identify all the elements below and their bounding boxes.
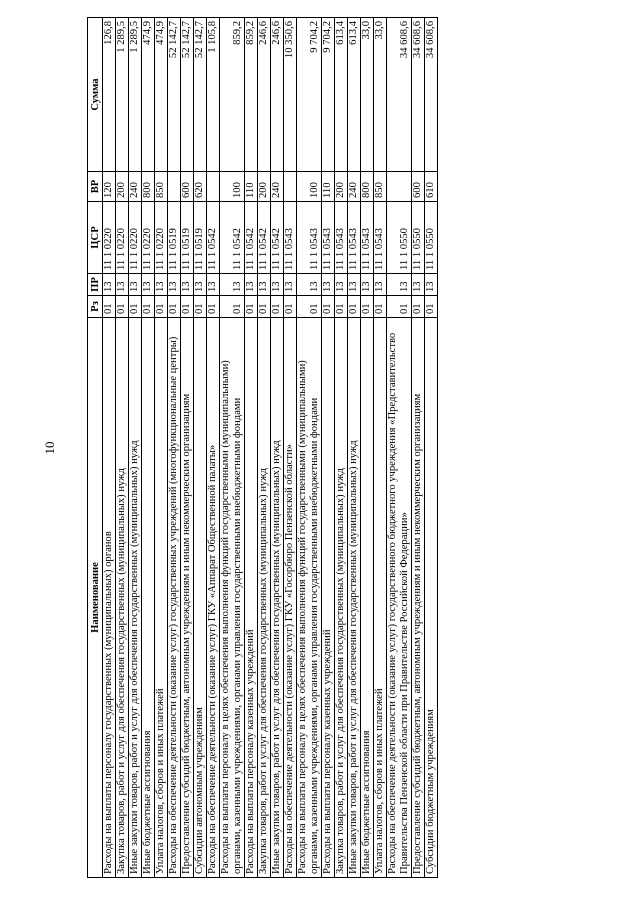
cell-name: Закупка товаров, работ и услуг для обеспечения государственных (муниципальных) нужд: [335, 318, 348, 878]
cell-sum: 859,2: [245, 18, 258, 172]
cell-vr: 600: [181, 172, 194, 202]
cell-pr: 13: [194, 274, 207, 296]
cell-rz: 01: [142, 296, 155, 318]
cell-vr: 200: [335, 172, 348, 202]
cell-sum: 9 704,2: [322, 18, 335, 172]
cell-rz: 01: [335, 296, 348, 318]
cell-csr: 11 1 0519: [181, 202, 194, 274]
cell-rz: 01: [271, 296, 284, 318]
cell-csr: 11 1 0550: [425, 202, 438, 274]
cell-vr: 850: [374, 172, 387, 202]
cell-name: Расходы на выплаты персоналу казенных учреждений: [245, 318, 258, 878]
budget-table: [87, 17, 438, 878]
cell-vr: 200: [258, 172, 271, 202]
cell-name: Иные закупки товаров, работ и услуг для обеспечения государственных (муниципальных) нужд: [271, 318, 284, 878]
table-row: [412, 18, 425, 878]
cell-vr: 120: [103, 172, 116, 202]
cell-rz: 01: [194, 296, 207, 318]
table-row: [103, 18, 116, 878]
cell-pr: 13: [142, 274, 155, 296]
cell-pr: 13: [335, 274, 348, 296]
table-row: [425, 18, 438, 878]
table-row: [181, 18, 194, 878]
cell-vr: [207, 172, 220, 202]
cell-name: Уплата налогов, сборов и иных платежей: [155, 318, 168, 878]
cell-name: Иные бюджетные ассигнования: [361, 318, 374, 878]
cell-sum: 474,9: [142, 18, 155, 172]
cell-name: Расходы на выплаты персоналу в целях обеспечения выполнения функций государственными (муниципальными) органами, казенными учреждениями, органами управления государственными внебюджетными фондами: [220, 318, 245, 878]
header-csr: ЦСР: [88, 202, 103, 274]
cell-pr: 13: [155, 274, 168, 296]
cell-pr: 13: [168, 274, 181, 296]
table-row: [220, 18, 245, 878]
cell-pr: 13: [181, 274, 194, 296]
table-row: [155, 18, 168, 878]
cell-sum: 52 142,7: [181, 18, 194, 172]
cell-pr: 13: [425, 274, 438, 296]
cell-pr: 13: [297, 274, 322, 296]
cell-pr: 13: [116, 274, 129, 296]
cell-rz: 01: [297, 296, 322, 318]
cell-sum: 10 350,6: [284, 18, 297, 172]
cell-vr: 850: [155, 172, 168, 202]
cell-vr: [284, 172, 297, 202]
cell-sum: 34 608,6: [387, 18, 412, 172]
cell-rz: 01: [181, 296, 194, 318]
cell-csr: 11 1 0542: [207, 202, 220, 274]
cell-sum: 1 105,8: [207, 18, 220, 172]
cell-sum: 246,6: [271, 18, 284, 172]
table-row: [297, 18, 322, 878]
cell-vr: 800: [142, 172, 155, 202]
cell-sum: 859,2: [220, 18, 245, 172]
table-row: [207, 18, 220, 878]
cell-rz: 01: [155, 296, 168, 318]
cell-csr: 11 1 0543: [297, 202, 322, 274]
cell-name: Иные бюджетные ассигнования: [142, 318, 155, 878]
table-row: [142, 18, 155, 878]
cell-csr: 11 1 0550: [412, 202, 425, 274]
cell-pr: 13: [412, 274, 425, 296]
cell-csr: 11 1 0543: [322, 202, 335, 274]
cell-rz: 01: [412, 296, 425, 318]
table-row: [284, 18, 297, 878]
cell-rz: 01: [129, 296, 142, 318]
table-row: [348, 18, 361, 878]
cell-vr: 240: [348, 172, 361, 202]
cell-name: Субсидии бюджетным учреждениям: [425, 318, 438, 878]
cell-name: Предоставление субсидий бюджетным, автономным учреждениям и иным некоммерческим организациям: [181, 318, 194, 878]
table-row: [116, 18, 129, 878]
cell-pr: 13: [207, 274, 220, 296]
cell-sum: 613,4: [335, 18, 348, 172]
cell-csr: 11 1 0220: [116, 202, 129, 274]
cell-sum: 1 289,5: [129, 18, 142, 172]
cell-rz: 01: [116, 296, 129, 318]
cell-vr: [168, 172, 181, 202]
cell-pr: 13: [129, 274, 142, 296]
cell-rz: 01: [322, 296, 335, 318]
cell-sum: 52 142,7: [168, 18, 181, 172]
header-sum: Сумма: [88, 18, 103, 172]
cell-pr: 13: [258, 274, 271, 296]
cell-sum: 34 608,6: [425, 18, 438, 172]
cell-csr: 11 1 0543: [335, 202, 348, 274]
cell-rz: 01: [103, 296, 116, 318]
cell-sum: 34 608,6: [412, 18, 425, 172]
cell-sum: 474,9: [155, 18, 168, 172]
cell-rz: 01: [374, 296, 387, 318]
cell-csr: 11 1 0550: [387, 202, 412, 274]
cell-pr: 13: [322, 274, 335, 296]
cell-name: Расходы на обеспечение деятельности (оказание услуг) государственных учреждений (многофункциональные центры): [168, 318, 181, 878]
cell-csr: 11 1 0542: [245, 202, 258, 274]
cell-sum: 33,0: [361, 18, 374, 172]
cell-rz: 01: [425, 296, 438, 318]
header-pr: ПР: [88, 274, 103, 296]
cell-csr: 11 1 0543: [374, 202, 387, 274]
table-row: [271, 18, 284, 878]
table-body: [103, 18, 438, 878]
table-header-row: [88, 18, 103, 878]
cell-vr: 610: [425, 172, 438, 202]
cell-name: Предоставление субсидий бюджетным, автономным учреждениям и иным некоммерческим организациям: [412, 318, 425, 878]
cell-csr: 11 1 0519: [194, 202, 207, 274]
cell-vr: 100: [220, 172, 245, 202]
cell-rz: 01: [207, 296, 220, 318]
table-row: [129, 18, 142, 878]
table-row: [194, 18, 207, 878]
cell-csr: 11 1 0543: [348, 202, 361, 274]
cell-csr: 11 1 0220: [142, 202, 155, 274]
cell-name: Субсидии автономным учреждениям: [194, 318, 207, 878]
table-row: [387, 18, 412, 878]
cell-rz: 01: [348, 296, 361, 318]
cell-pr: 13: [220, 274, 245, 296]
cell-name: Расходы на выплаты персоналу казенных учреждений: [322, 318, 335, 878]
cell-csr: 11 1 0542: [258, 202, 271, 274]
cell-rz: 01: [361, 296, 374, 318]
table-row: [245, 18, 258, 878]
cell-vr: [387, 172, 412, 202]
cell-vr: 200: [116, 172, 129, 202]
table-row: [322, 18, 335, 878]
cell-rz: 01: [168, 296, 181, 318]
cell-csr: 11 1 0542: [220, 202, 245, 274]
cell-sum: 9 704,2: [297, 18, 322, 172]
cell-name: Закупка товаров, работ и услуг для обеспечения государственных (муниципальных) нужд: [258, 318, 271, 878]
cell-csr: 11 1 0220: [129, 202, 142, 274]
cell-name: Иные закупки товаров, работ и услуг для обеспечения государственных (муниципальных) нужд: [129, 318, 142, 878]
cell-sum: 33,0: [374, 18, 387, 172]
cell-pr: 13: [284, 274, 297, 296]
cell-csr: 11 1 0543: [361, 202, 374, 274]
table-row: [374, 18, 387, 878]
cell-csr: 11 1 0519: [168, 202, 181, 274]
rotated-table-container: [87, 18, 602, 878]
cell-rz: 01: [258, 296, 271, 318]
cell-vr: 240: [129, 172, 142, 202]
cell-name: Расходы на обеспечение деятельности (оказание услуг) ГКУ «Аппарат Общественной палаты»: [207, 318, 220, 878]
cell-name: Расходы на обеспечение деятельности (оказание услуг) ГКУ «Госорбюро Пензенской области»: [284, 318, 297, 878]
cell-pr: 13: [374, 274, 387, 296]
cell-name: Уплата налогов, сборов и иных платежей: [374, 318, 387, 878]
cell-name: Иные закупки товаров, работ и услуг для обеспечения государственных (муниципальных) нужд: [348, 318, 361, 878]
cell-rz: 01: [245, 296, 258, 318]
header-vr: ВР: [88, 172, 103, 202]
cell-vr: 620: [194, 172, 207, 202]
table-row: [168, 18, 181, 878]
cell-pr: 13: [348, 274, 361, 296]
cell-rz: 01: [284, 296, 297, 318]
cell-vr: 100: [297, 172, 322, 202]
table-row: [258, 18, 271, 878]
cell-sum: 126,8: [103, 18, 116, 172]
page-number: 10: [42, 441, 57, 455]
cell-name: Расходы на обеспечение деятельности (оказание услуг) государственного бюджетного учреждения «Представительство Правительства Пензенской области при Правительстве Российской Федерации»: [387, 318, 412, 878]
cell-vr: 240: [271, 172, 284, 202]
table-row: [335, 18, 348, 878]
cell-name: Расходы на выплаты персоналу государственных (муниципальных) органов: [103, 318, 116, 878]
cell-sum: 613,4: [348, 18, 361, 172]
table-row: [361, 18, 374, 878]
cell-sum: 246,6: [258, 18, 271, 172]
cell-vr: 110: [322, 172, 335, 202]
cell-pr: 13: [387, 274, 412, 296]
header-name: Наименование: [88, 318, 103, 878]
cell-pr: 13: [361, 274, 374, 296]
cell-pr: 13: [271, 274, 284, 296]
cell-sum: 1 289,5: [116, 18, 129, 172]
cell-csr: 11 1 0220: [155, 202, 168, 274]
cell-pr: 13: [103, 274, 116, 296]
cell-csr: 11 1 0543: [284, 202, 297, 274]
cell-name: Расходы на выплаты персоналу в целях обеспечения выполнения функций государственными (муниципальными) органами, казенными учреждениями, органами управления государственными внебюджетными фондами: [297, 318, 322, 878]
header-rz: Рз: [88, 296, 103, 318]
cell-csr: 11 1 0542: [271, 202, 284, 274]
cell-pr: 13: [245, 274, 258, 296]
cell-rz: 01: [220, 296, 245, 318]
cell-rz: 01: [387, 296, 412, 318]
cell-vr: 110: [245, 172, 258, 202]
cell-csr: 11 1 0220: [103, 202, 116, 274]
cell-vr: 800: [361, 172, 374, 202]
cell-vr: 600: [412, 172, 425, 202]
cell-name: Закупка товаров, работ и услуг для обеспечения государственных (муниципальных) нужд: [116, 318, 129, 878]
cell-sum: 52 142,7: [194, 18, 207, 172]
